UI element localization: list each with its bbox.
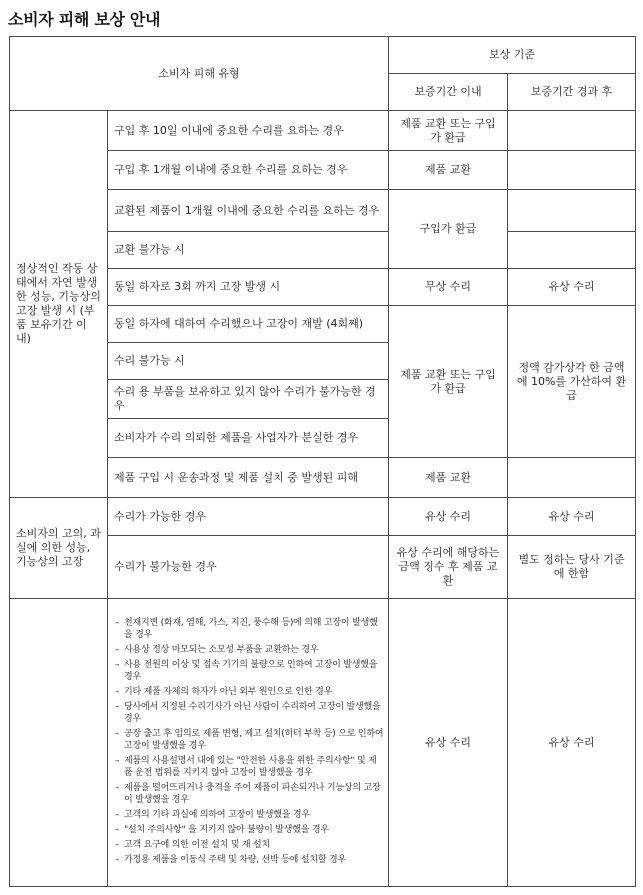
category-normal-failure: 정상적인 작동 상태에서 자연 발생한 성능, 기능상의 고장 발생 시 (부품 보유기간 이내) xyxy=(10,111,108,498)
cause-list-item: – 사용상 정상 마모되는 소모성 부품을 교환하는 경우 xyxy=(115,644,384,656)
after-warranty-value: 유상 수리 xyxy=(508,599,636,887)
damage-desc: 동일 하자에 대하여 수리했으나 고장이 재발 (4회째) xyxy=(108,306,389,343)
after-warranty-value xyxy=(508,190,636,232)
damage-desc: 수리 용 부품을 보유하고 있지 않아 수리가 불가능한 경우 xyxy=(108,380,389,419)
damage-desc: 소비자가 수리 의뢰한 제품을 사업자가 분실한 경우 xyxy=(108,419,389,458)
damage-desc: 교환된 제품이 1개월 이내에 중요한 수리를 요하는 경우 xyxy=(108,190,389,232)
cause-list-item: – 당사에서 지정된 수리기사가 아닌 사람이 수리하여 고장이 발생했을 경우 xyxy=(115,701,384,725)
within-warranty-value: 제품 교환 또는 구입가 환급 xyxy=(389,306,508,458)
within-warranty-value: 구입가 환급 xyxy=(389,190,508,269)
cause-list-item: – 제품의 사용설명서 내에 있는 "안전한 사용을 위한 주의사항" 및 제품 운전 범위를 지키지 않아 고장이 발생했을 경우 xyxy=(115,755,384,779)
cause-list-item: – 고객의 기타 과실에 의하여 고장이 발생했을 경우 xyxy=(115,809,384,821)
cause-list-item: – 공장 출고 후 임의로 제품 변형, 제고 설치(히터 부착 등) 으로 인하여 고장이 발생했을 경우 xyxy=(115,728,384,752)
category-consumer-fault: 소비자의 고의, 과실에 의한 성능, 기능상의 고장 xyxy=(10,498,108,599)
header-compensation-standard: 보상 기준 xyxy=(389,37,636,74)
cause-list-item: – 가정용 제품을 이동식 주택 및 차량, 선박 등에 설치할 경우 xyxy=(115,854,384,866)
within-warranty-value: 무상 수리 xyxy=(389,269,508,306)
within-warranty-value: 제품 교환 또는 구입가 환급 xyxy=(389,111,508,151)
cause-list-item: – 사용 전원의 이상 및 접속 기기의 불량으로 인하여 고장이 발생했을 경우 xyxy=(115,659,384,683)
other-causes-list xyxy=(115,617,384,866)
after-warranty-value xyxy=(508,151,636,190)
damage-desc: 제품 구입 시 운송과정 및 제품 설치 중 발생된 피해 xyxy=(108,458,389,498)
header-after-warranty: 보증기간 경과 후 xyxy=(508,74,636,111)
damage-desc: 수리 불가능 시 xyxy=(108,343,389,380)
within-warranty-value: 제품 교환 xyxy=(389,151,508,190)
damage-desc: 수리가 가능한 경우 xyxy=(108,498,389,536)
page-title: 소비자 피해 보상 안내 xyxy=(8,10,161,29)
after-warranty-value: 정액 감가상각 한 금액에 10%를 가산하여 환급 xyxy=(508,306,636,458)
within-warranty-value: 유상 수리 xyxy=(389,599,508,887)
header-within-warranty: 보증기간 이내 xyxy=(389,74,508,111)
damage-desc: 동일 하자로 3회 까지 고장 발생 시 xyxy=(108,269,389,306)
other-causes-list-cell xyxy=(108,599,389,887)
cause-list-item: – 기타 제품 자체의 하자가 아닌 외부 원인으로 인한 경우 xyxy=(115,686,384,698)
within-warranty-value: 유상 수리에 해당하는 금액 징수 후 제품 교환 xyxy=(389,536,508,599)
within-warranty-value: 제품 교환 xyxy=(389,458,508,498)
cause-list-item: – 천재지변 (화재, 염해, 가스, 지진, 풍수해 등)에 의해 고장이 발생했을 경우 xyxy=(115,617,384,641)
damage-desc: 구입 후 10일 이내에 중요한 수리를 요하는 경우 xyxy=(108,111,389,151)
header-damage-type: 소비자 피해 유형 xyxy=(10,37,389,111)
within-warranty-value: 유상 수리 xyxy=(389,498,508,536)
category-other-causes xyxy=(10,599,108,887)
cause-list-item: – "설치 주의사항" 을 지키지 않아 불량이 발생했을 경우 xyxy=(115,824,384,836)
after-warranty-value: 유상 수리 xyxy=(508,498,636,536)
compensation-table xyxy=(9,36,636,887)
cause-list-item: – 고객 요구에 의한 이전 설치 및 재 설치 xyxy=(115,839,384,851)
damage-desc: 교환 불가능 시 xyxy=(108,232,389,269)
after-warranty-value: 유상 수리 xyxy=(508,269,636,306)
after-warranty-value xyxy=(508,458,636,498)
damage-desc: 구입 후 1개월 이내에 중요한 수리를 요하는 경우 xyxy=(108,151,389,190)
after-warranty-value xyxy=(508,232,636,269)
cause-list-item: – 제품을 떨어뜨리거나 충격을 주어 제품이 파손되거나 기능상의 고장이 발생했을 경우 xyxy=(115,782,384,806)
after-warranty-value: 별도 정하는 당사 기준에 한함 xyxy=(508,536,636,599)
after-warranty-value xyxy=(508,111,636,151)
damage-desc: 수리가 불가능한 경우 xyxy=(108,536,389,599)
